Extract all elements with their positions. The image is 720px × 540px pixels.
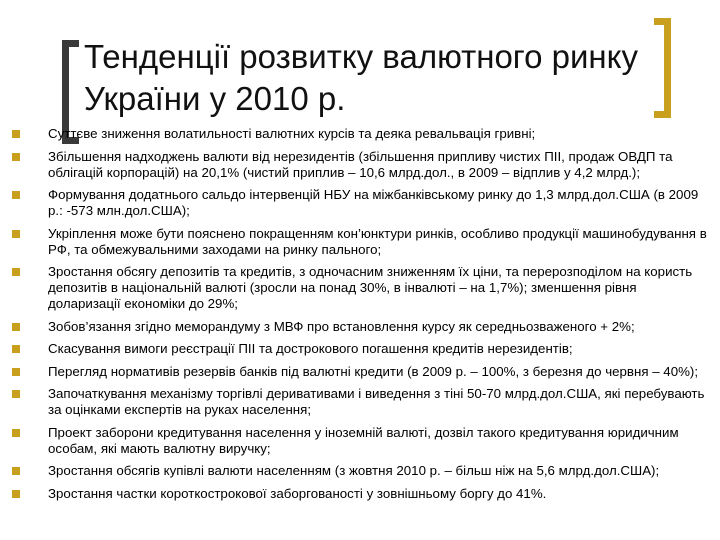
bullet-text: Зобов’язання згідно меморандуму з МВФ про встановлення курсу як середньозваженого + 2%; bbox=[48, 318, 635, 334]
square-bullet-icon bbox=[12, 130, 20, 138]
square-bullet-icon bbox=[12, 230, 20, 238]
bullet-text: Зростання обсягу депозитів та кредитів, з одночасним зниженням їх ціни, та перерозподілом на користь депозитів в національній валюті (зросли на понад 30%, в інвалюті – на 1,7%); зменшення рівня доларизації економіки до 29%; bbox=[48, 264, 693, 311]
right-bracket-decoration bbox=[654, 18, 671, 118]
bullet-item bbox=[8, 187, 708, 219]
square-bullet-icon bbox=[12, 429, 20, 437]
bullet-text: Суттєве зниження волатильності валютних курсів та деяка ревальвація гривні; bbox=[48, 126, 536, 141]
bullet-item bbox=[8, 226, 708, 258]
square-bullet-icon bbox=[12, 268, 20, 276]
square-bullet-icon bbox=[12, 368, 20, 376]
bullet-item bbox=[8, 463, 708, 479]
bullet-item bbox=[8, 486, 708, 502]
bullet-text: Формування додатнього сальдо інтервенцій НБУ на міжбанківському ринку до 1,3 млрд.дол.США (в 2009 р.: -573 млн.дол.США); bbox=[48, 187, 699, 218]
bullet-item bbox=[8, 386, 708, 418]
square-bullet-icon bbox=[12, 345, 20, 353]
square-bullet-icon bbox=[12, 153, 20, 161]
square-bullet-icon bbox=[12, 191, 20, 199]
bullet-item bbox=[8, 341, 708, 357]
bullet-text: Проект заборони кредитування населення у іноземній валюті, дозвіл такого кредитування юридичним особам, які мають валютну виручку; bbox=[48, 424, 679, 456]
square-bullet-icon bbox=[12, 490, 20, 498]
bullet-list bbox=[8, 126, 708, 508]
bullet-text: Збільшення надходжень валюти від нерезидентів (збільшення припливу чистих ПІІ, продаж ОВДП та облігацій корпорацій) на 20,1% (чистий приплив – 10,6 млрд.дол., в 2009 – відплив у 4,2 млрд.); bbox=[48, 148, 673, 180]
square-bullet-icon bbox=[12, 467, 20, 475]
bullet-item bbox=[8, 149, 708, 181]
bullet-item bbox=[8, 126, 708, 142]
bullet-item bbox=[8, 319, 708, 335]
square-bullet-icon bbox=[12, 390, 20, 398]
bullet-text: Скасування вимоги реєстрації ПІІ та дострокового погашення кредитів нерезидентів; bbox=[48, 341, 573, 356]
slide-title: Тенденції розвитку валютного ринку України у 2010 р. bbox=[84, 38, 638, 117]
bullet-item bbox=[8, 425, 708, 457]
bullet-item bbox=[8, 364, 708, 380]
bullet-text: Зростання частки короткострокової заборгованості у зовнішньому боргу до 41%. bbox=[48, 485, 547, 501]
square-bullet-icon bbox=[12, 323, 20, 331]
bullet-item bbox=[8, 264, 708, 312]
bullet-text: Започаткування механізму торгівлі деривативами і виведення з тіні 50-70 млрд.дол.США, які перебувають за оцінками експертів на руках населення; bbox=[48, 386, 705, 417]
bullet-text: Укріплення може бути пояснено покращенням кон’юнктури ринків, особливо продукції машинобудування в РФ, та обмежувальними заходами на ринку пального; bbox=[48, 225, 707, 257]
bullet-text: Зростання обсягів купівлі валюти населенням (з жовтня 2010 р. – більш ніж на 5,6 млрд.дол.США); bbox=[48, 463, 660, 478]
bullet-text: Перегляд нормативів резервів банків під валютні кредити (в 2009 р. – 100%, з березня до червня – 40%); bbox=[48, 363, 699, 379]
